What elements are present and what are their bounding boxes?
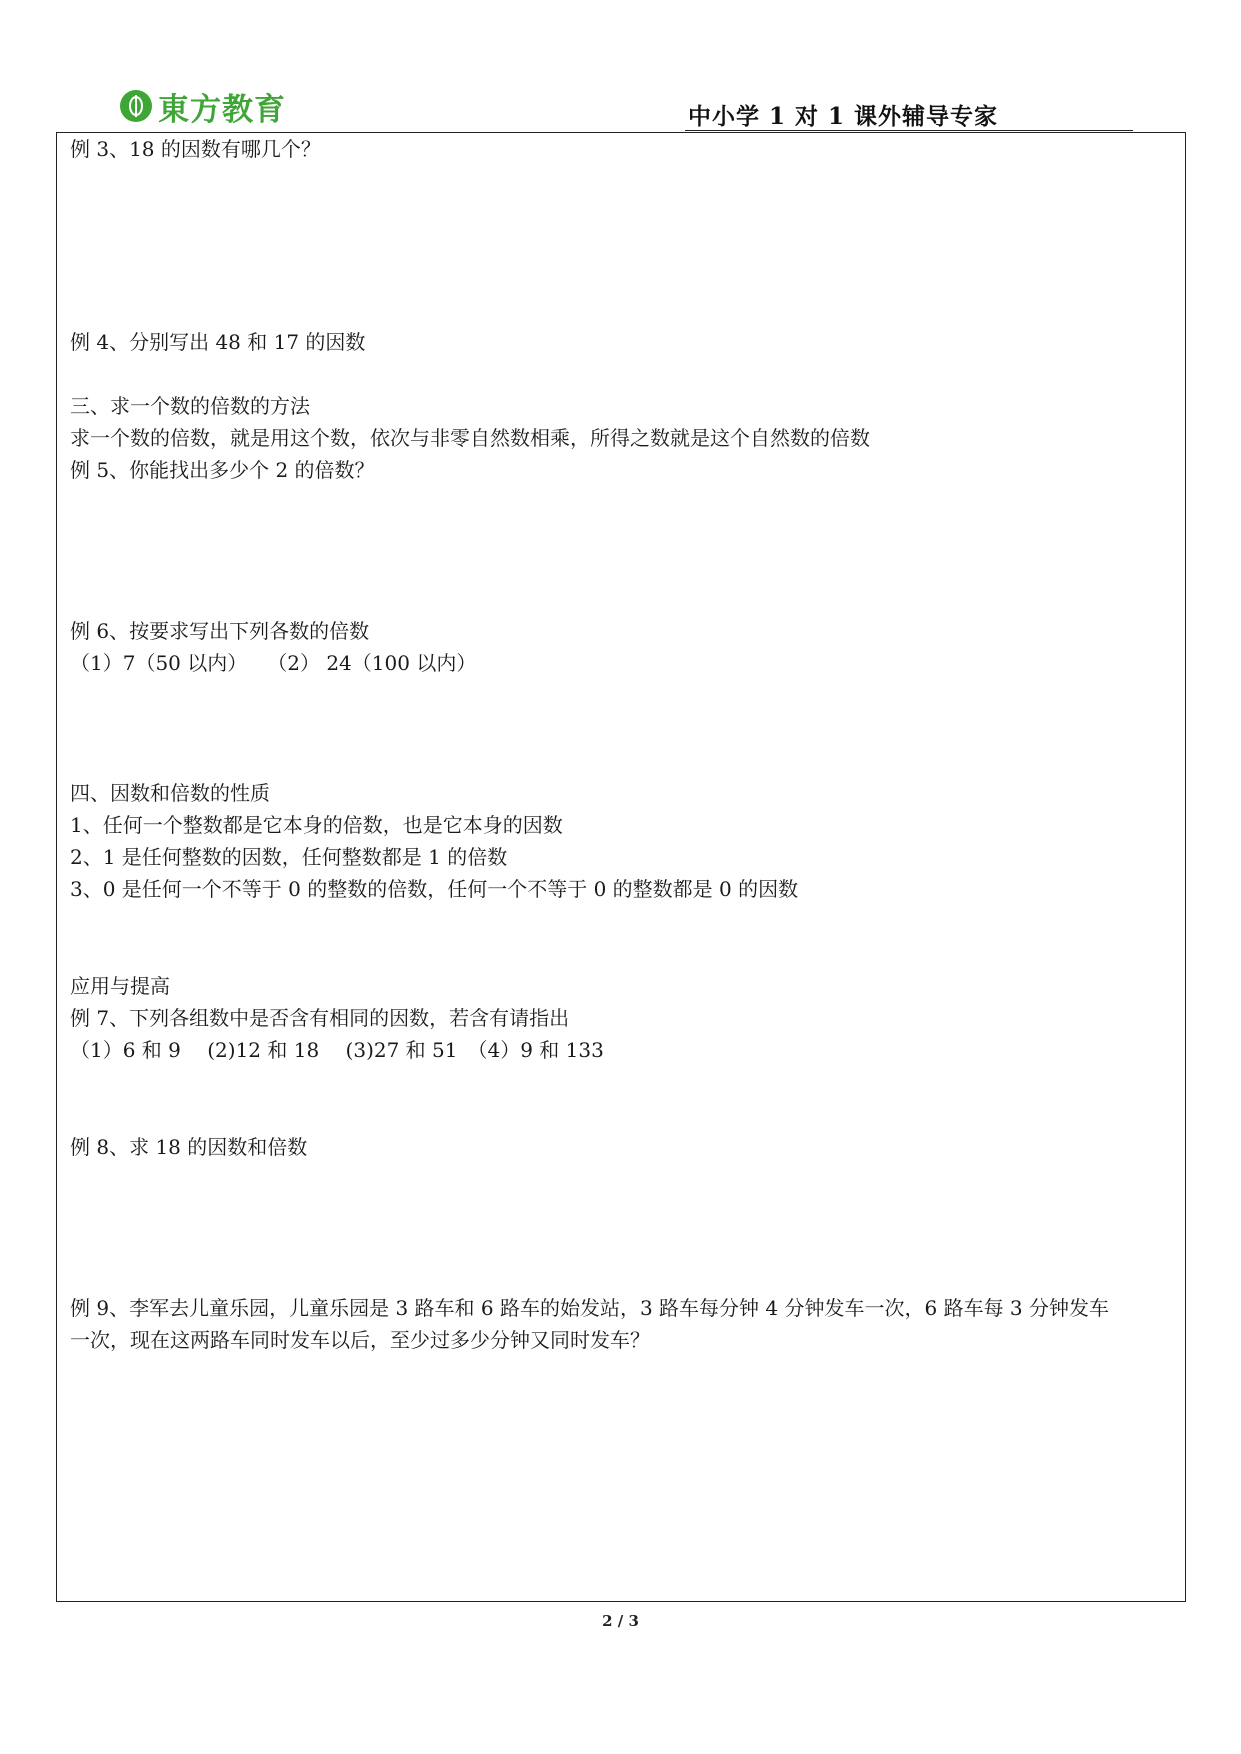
logo-text: 東方教育 [158, 91, 286, 128]
section-3-text: 求一个数的倍数，就是用这个数，依次与非零自然数相乘，所得之数就是这个自然数的倍数 [70, 426, 870, 450]
example-6-heading: 例 6、按要求写出下列各数的倍数 [70, 619, 370, 643]
example-4-heading: 例 4、分别写出 48 和 17 的因数 [70, 330, 366, 354]
example-7-items: （1）6 和 9 (2)12 和 18 (3)27 和 51 （4）9 和 133 [70, 1038, 604, 1062]
example-5-heading: 例 5、你能找出多少个 2 的倍数？ [70, 458, 375, 482]
example-3-heading: 例 3、18 的因数有哪几个？ [70, 137, 321, 161]
property-1: 1、任何一个整数都是它本身的倍数，也是它本身的因数 [70, 813, 563, 837]
property-2: 2、1 是任何整数的因数，任何整数都是 1 的倍数 [70, 845, 508, 869]
example-6-items: （1）7（50 以内） （2） 24（100 以内） [70, 651, 477, 675]
property-3: 3、0 是任何一个不等于 0 的整数的倍数，任何一个不等于 0 的整数都是 0 的因数 [70, 877, 799, 901]
logo-icon [120, 90, 152, 122]
section-4-heading: 四、因数和倍数的性质 [70, 781, 270, 805]
example-7-heading: 例 7、下列各组数中是否含有相同的因数，若含有请指出 [70, 1006, 570, 1030]
example-9-line-1: 例 9、李军去儿童乐园，儿童乐园是 3 路车和 6 路车的始发站，3 路车每分钟 4 分钟发车一次，6 路车每 3 分钟发车 [70, 1296, 1110, 1320]
logo [120, 84, 286, 128]
example-9-line-2: 一次，现在这两路车同时发车以后，至少过多少分钟又同时发车？ [70, 1328, 650, 1352]
header-title: 中小学 1 对 1 课外辅导专家 [688, 103, 999, 130]
section-3-heading: 三、求一个数的倍数的方法 [70, 394, 310, 418]
header-divider [685, 130, 1133, 131]
application-heading: 应用与提高 [70, 974, 170, 998]
example-8-heading: 例 8、求 18 的因数和倍数 [70, 1135, 308, 1159]
page-number: 2 / 3 [602, 1612, 639, 1630]
page-header [0, 0, 1241, 132]
content-box [56, 132, 1186, 1602]
